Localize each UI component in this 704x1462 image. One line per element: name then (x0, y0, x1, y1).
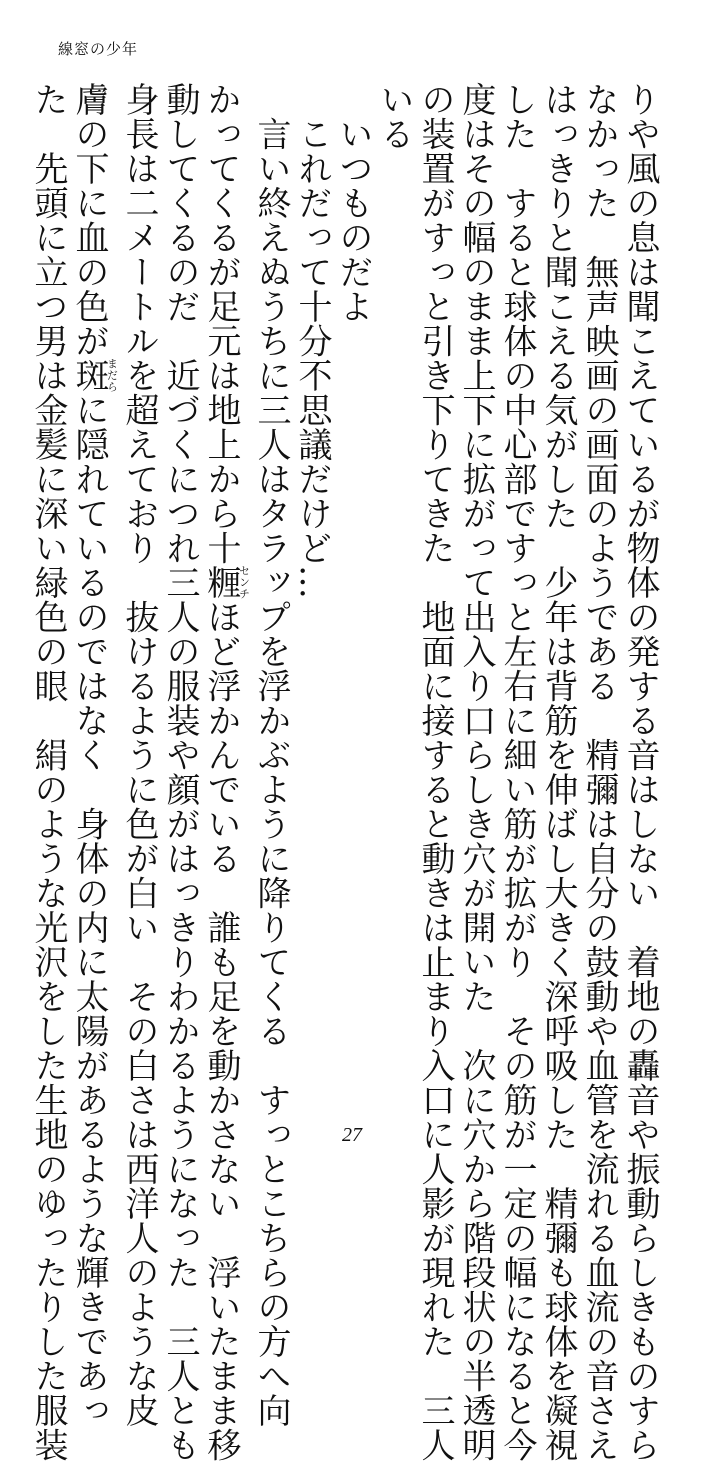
text-segment: 膚の下に血の色が (69, 82, 109, 358)
text-line: なかった 無声映画の画面のようである 精彌は自分の鼓動や血管を流れる血流の音さえ (578, 82, 619, 1092)
text-line: いつものだよ (332, 82, 373, 1092)
text-segment: かってくるが足元は地上から十 (201, 82, 241, 565)
text-line: 身長は二メートルを超えており 抜けるように色が白い その白さは西洋人のような皮 (118, 82, 159, 1092)
text-line: 動してくるのだ 近づくにつれ三人の服装や顔がはっきりわかるようになった 三人とも (159, 82, 200, 1092)
text-line (68, 82, 118, 1092)
text-line: の装置がすっと引き下りてきた 地面に接すると動きは止まり入口に人影が現れた 三人 (414, 82, 455, 1092)
text-line: はっきりと聞こえる気がした 少年は背筋を伸ばし大きく深呼吸した 精彌も球体を凝視 (537, 82, 578, 1092)
text-line: した すると球体の中心部ですっと左右に細い筋が拡がり その筋が一定の幅になると今 (496, 82, 537, 1092)
text-line: 度はその幅のまま上下に拡がって出入り口らしき穴が開いた 次に穴から階段状の半透明 (455, 82, 496, 1092)
text-segment: ほど浮かんでいる 誰も足を動かさない 浮いたまま移 (201, 600, 241, 1462)
text-segment: に隠れているのではなく 身体の内に太陽があるような輝きであっ (69, 393, 109, 1428)
vertical-text-body (50, 82, 660, 1092)
ruby-reading: センチ (238, 565, 251, 600)
running-head: 線窓の少年 (58, 38, 138, 59)
text-line: た 先頭に立つ男は金髪に深い緑色の眼 絹のような光沢をした生地のゆったりした服装 (27, 82, 68, 1092)
page-number: 27 (0, 1124, 704, 1147)
ruby-word (201, 565, 241, 600)
text-line: 言い終えぬうちに三人はタラップを浮かぶように降りてくる すっとこちらの方へ向 (250, 82, 291, 1092)
text-line (200, 82, 250, 1092)
ruby-reading: まだら (106, 358, 119, 393)
ruby-word (69, 358, 109, 393)
text-line: これだって十分不思議だけど… (291, 82, 332, 1092)
text-line: いる (373, 82, 414, 1092)
ruby-base: 斑 (69, 358, 109, 393)
text-line: りや風の息は聞こえているが物体の発する音はしない 着地の轟音や振動らしきものすら (619, 82, 660, 1092)
ruby-base: 糎 (201, 565, 241, 600)
